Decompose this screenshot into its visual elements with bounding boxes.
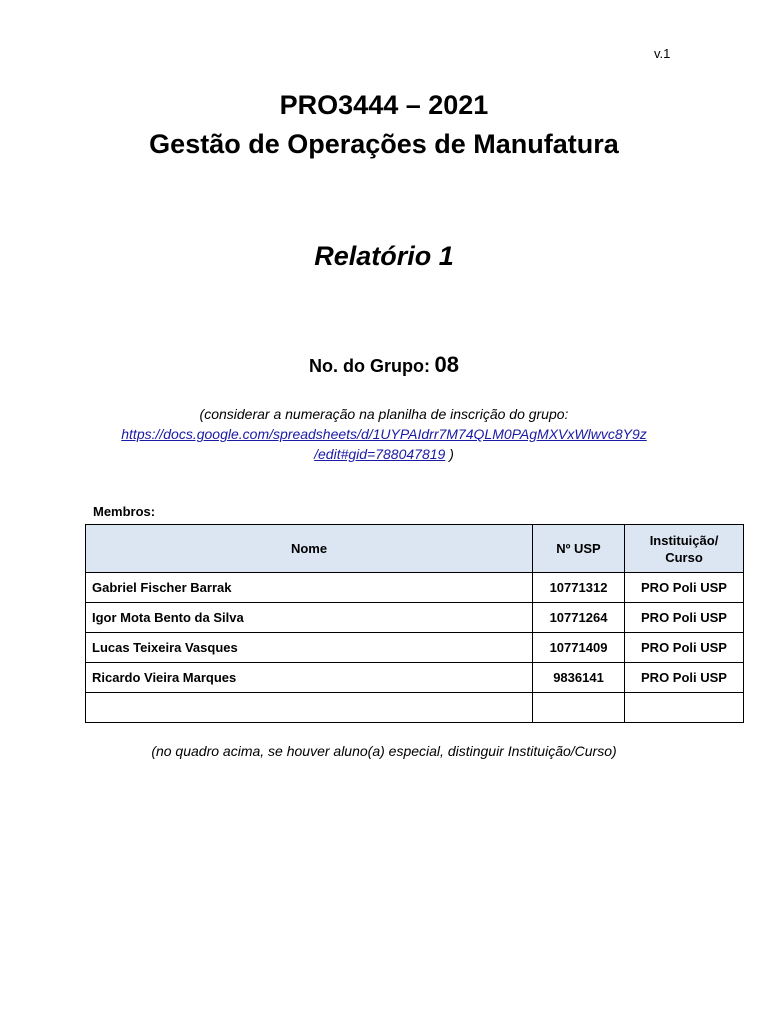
member-institution-cell: PRO Poli USP <box>625 663 744 693</box>
instruction-text: (considerar a numeração na planilha de inscrição do grupo: <box>199 406 569 422</box>
members-label: Membros: <box>93 504 156 519</box>
member-usp-cell: 10771264 <box>533 603 625 633</box>
member-name-cell: Gabriel Fischer Barrak <box>86 573 533 603</box>
table-row-empty <box>86 693 744 723</box>
table-header-row <box>86 525 744 573</box>
table-row <box>86 603 744 633</box>
member-usp-cell: 10771312 <box>533 573 625 603</box>
instruction-link-line-2 <box>0 444 768 464</box>
table-row <box>86 633 744 663</box>
spreadsheet-link[interactable]: https://docs.google.com/spreadsheets/d/1UYPAIdrr7M74QLM0PAgMXVxWlwvc8Y9z <box>121 426 647 442</box>
member-institution-cell <box>625 693 744 723</box>
version-label: v.1 <box>654 46 671 61</box>
member-usp-cell: 9836141 <box>533 663 625 693</box>
member-usp-cell <box>533 693 625 723</box>
group-label: No. do Grupo: <box>309 356 431 376</box>
member-institution-cell: PRO Poli USP <box>625 633 744 663</box>
spreadsheet-link-continuation[interactable]: /edit#gid=788047819 <box>314 446 446 462</box>
course-name-title: Gestão de Operações de Manufatura <box>149 129 619 159</box>
column-header-institution: Instituição/ Curso <box>625 525 744 573</box>
member-name-cell: Lucas Teixeira Vasques <box>86 633 533 663</box>
course-code-title: PRO3444 – 2021 <box>279 90 489 120</box>
members-table <box>85 524 744 723</box>
instruction-closing: ) <box>449 446 454 462</box>
table-row <box>86 573 744 603</box>
column-header-usp: Nº USP <box>533 525 625 573</box>
table-row <box>86 663 744 693</box>
member-institution-cell: PRO Poli USP <box>625 573 744 603</box>
report-title: Relatório 1 <box>314 241 454 271</box>
member-name-cell: Ricardo Vieira Marques <box>86 663 533 693</box>
member-name-cell: Igor Mota Bento da Silva <box>86 603 533 633</box>
member-institution-cell: PRO Poli USP <box>625 603 744 633</box>
column-header-name: Nome <box>86 525 533 573</box>
instruction-block <box>0 404 768 464</box>
group-number: 08 <box>434 352 459 377</box>
table-note: (no quadro acima, se houver aluno(a) especial, distinguir Instituição/Curso) <box>151 743 617 759</box>
instruction-link-line <box>0 424 768 444</box>
group-number-line <box>0 350 768 383</box>
member-name-cell <box>86 693 533 723</box>
member-usp-cell: 10771409 <box>533 633 625 663</box>
